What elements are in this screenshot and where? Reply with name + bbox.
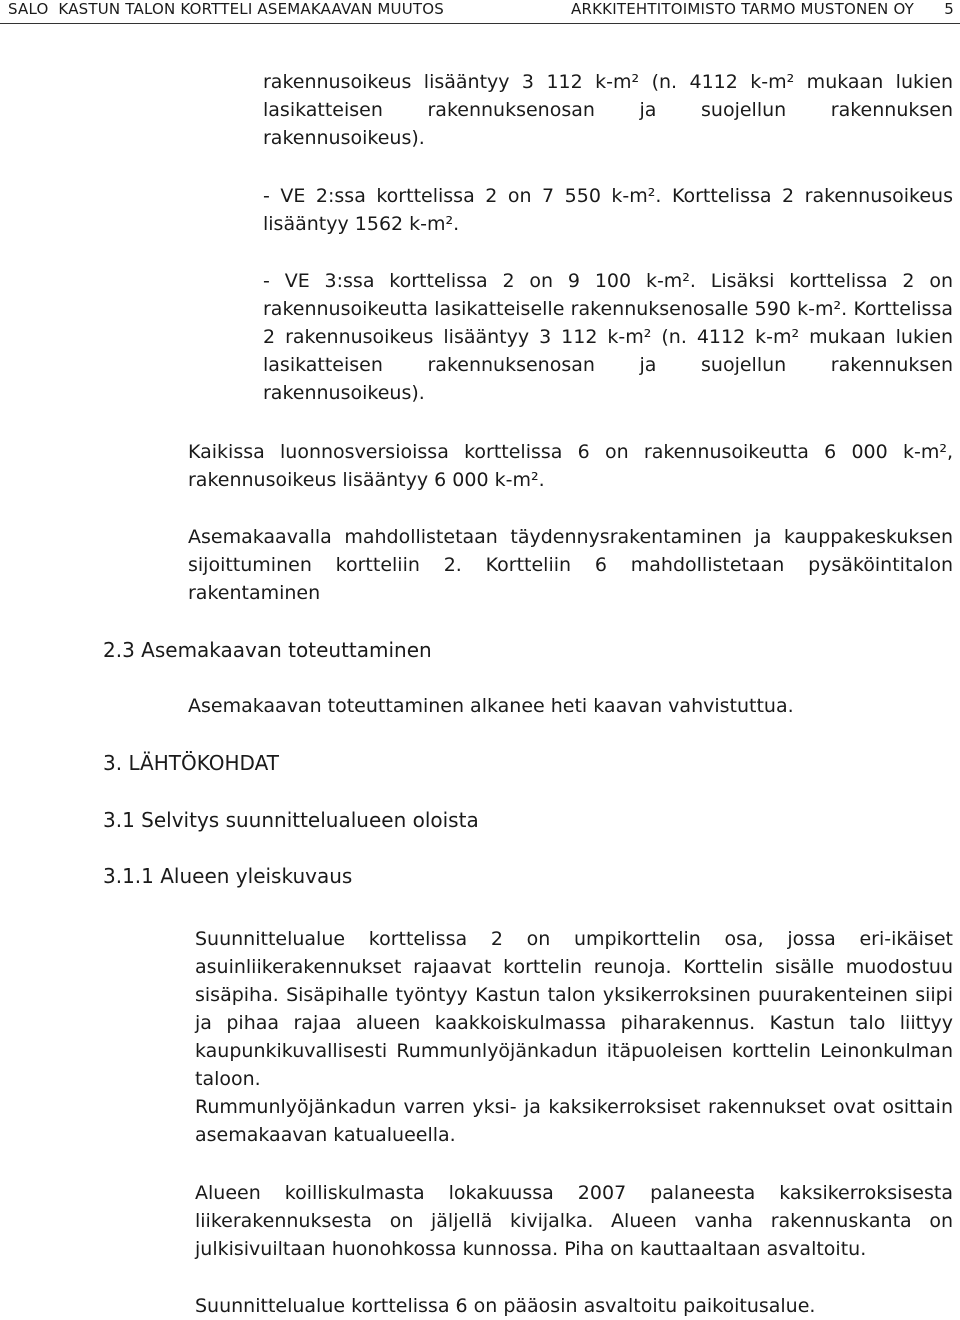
- paragraph-area-description: Suunnittelualue korttelissa 2 on umpikorttelin osa, jossa eri-ikäiset asuinliikerakennukset rajaavat korttelin reunoja. Korttelin sisälle muodostuu sisäpiha. Sisäpihalle työntyy Kastun talon yksikerroksinen puurakenteinen siipi ja pihaa rajaa alueen kaakkoiskulmassa piharakennus. Kastun talo liittyy kaupunkikuvallisesti Rummunlyöjänkadun itäpuoleisen korttelin Leinonkulman taloon.: [195, 928, 953, 1090]
- paragraph-plan-enables: Asemakaavalla mahdollistetaan täydennysrakentaminen ja kauppakeskuksen sijoittuminen kortteliin 2. Kortteliin 6 mahdollistetaan pysäköintitalon rakentaminen: [188, 526, 953, 604]
- paragraph-ve1-continuation: rakennusoikeus lisääntyy 3 112 k-m² (n. 4112 k-m² mukaan lukien lasikatteisen rakennuksenosan ja suojellun rakennuksen rakennusoikeus).: [263, 71, 953, 149]
- paragraph-implementation: Asemakaavan toteuttaminen alkanee heti kaavan vahvistuttua.: [188, 695, 794, 717]
- header-office-name: ARKKITEHTITOIMISTO TARMO MUSTONEN OY: [571, 0, 914, 18]
- paragraph-street-buildings: Rummunlyöjänkadun varren yksi- ja kaksikerroksiset rakennukset ovat osittain asemakaavan katualueella.: [195, 1096, 953, 1146]
- heading-3: 3. LÄHTÖKOHDAT: [103, 751, 279, 775]
- page-header: [0, 0, 960, 22]
- heading-3-1: 3.1 Selvitys suunnittelualueen oloista: [103, 808, 479, 832]
- heading-3-1-1: 3.1.1 Alueen yleiskuvaus: [103, 864, 353, 888]
- paragraph-block6-rights: Kaikissa luonnosversioissa korttelissa 6 on rakennusoikeutta 6 000 k-m², rakennusoikeus lisääntyy 6 000 k-m².: [188, 441, 953, 491]
- page-number: 5: [944, 0, 954, 18]
- paragraph-fire-and-condition: Alueen koilliskulmasta lokakuussa 2007 palaneesta kaksikerroksisesta liikerakennuksesta on jäljellä kivijalka. Alueen vanha rakennuskanta on julkisivuiltaan huonohkossa kunnossa. Piha on kauttaaltaan asvaltoitu.: [195, 1182, 953, 1260]
- paragraph-ve3: - VE 3:ssa korttelissa 2 on 9 100 k-m². Lisäksi korttelissa 2 on rakennusoikeutta lasikatteiselle rakennuksenosalle 590 k-m². Korttelissa 2 rakennusoikeus lisääntyy 3 112 k-m² (n. 4112 k-m² mukaan lukien lasikatteisen rakennuksenosan ja suojellun rakennuksen rakennusoikeus).: [263, 270, 953, 404]
- paragraph-block6-parking: Suunnittelualue korttelissa 6 on pääosin asvaltoitu paikoitusalue.: [195, 1295, 816, 1317]
- heading-2-3: 2.3 Asemakaavan toteuttaminen: [103, 638, 432, 662]
- header-document-title: SALO KASTUN TALON KORTTELI ASEMAKAAVAN MUUTOS: [8, 0, 444, 18]
- paragraph-ve2: - VE 2:ssa korttelissa 2 on 7 550 k-m². Korttelissa 2 rakennusoikeus lisääntyy 1562 k-m².: [263, 185, 953, 235]
- header-divider: [0, 23, 960, 24]
